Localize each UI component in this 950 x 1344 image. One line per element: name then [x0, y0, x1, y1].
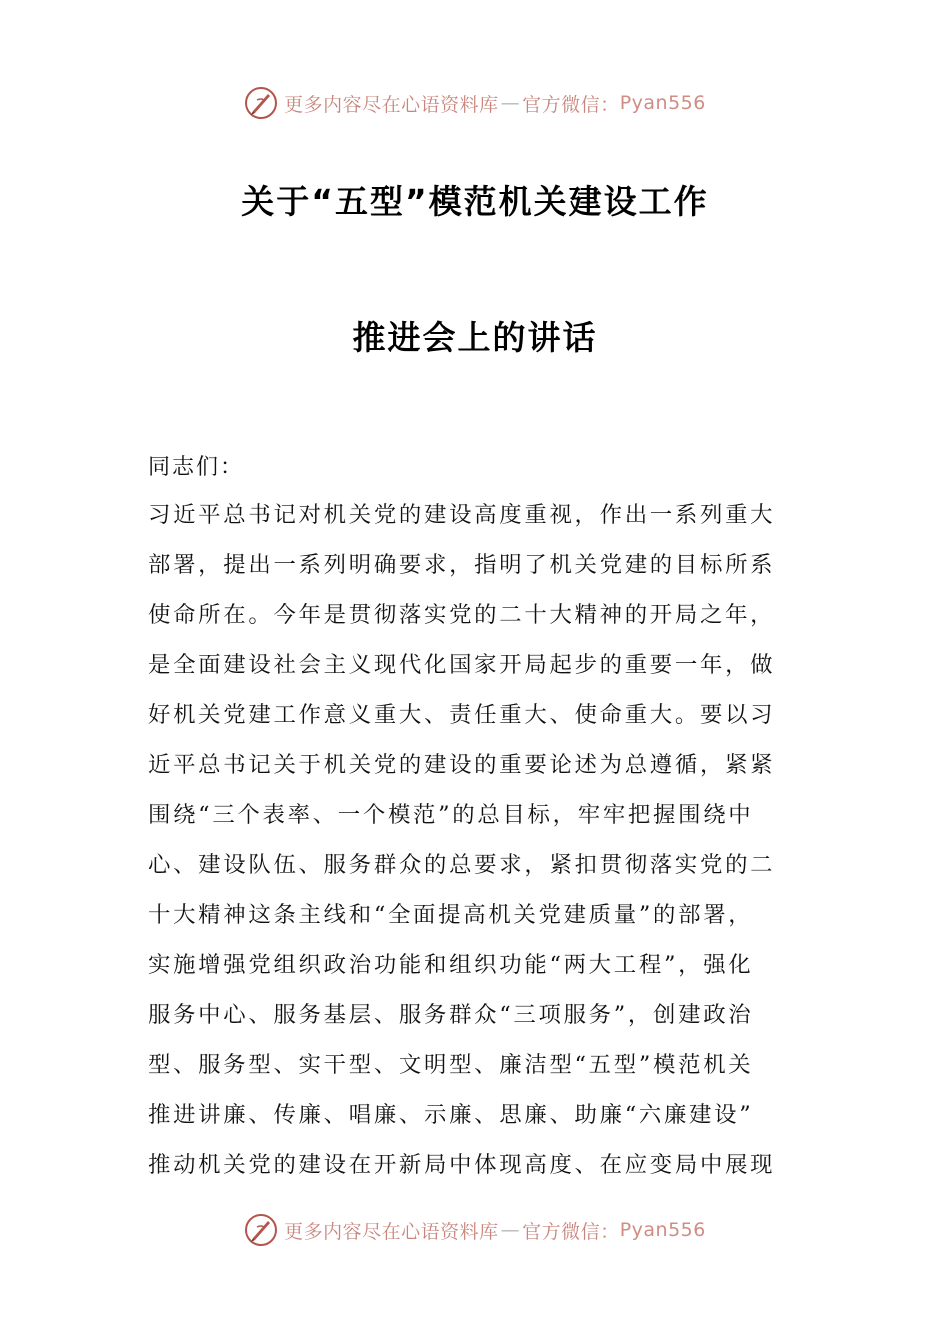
body-line: 型、服务型、实干型、文明型、廉洁型“五型”模范机关 — [148, 1052, 754, 1078]
watermark-handle: Pyan556 — [619, 1219, 706, 1241]
watermark-separator: — — [500, 1219, 521, 1241]
watermark-wechat-label: 官方微信： — [522, 93, 620, 116]
watermark-separator: — — [500, 92, 521, 114]
body-line: 习近平总书记对机关党的建设高度重视，作出一系列重大 — [148, 502, 776, 528]
body-line: 十大精神这条主线和“全面提高机关党建质量”的部署， — [148, 902, 754, 928]
salutation: 同志们： — [148, 455, 245, 480]
body-line: 推动机关党的建设在开新局中体现高度、在应变局中展现 — [148, 1152, 776, 1178]
body-line: 近平总书记关于机关党的建设的重要论述为总遵循，紧紧 — [148, 752, 776, 778]
watermark-handle: Pyan556 — [619, 92, 706, 114]
body-line: 心、建设队伍、服务群众的总要求，紧扣贯彻落实党的二 — [148, 852, 776, 878]
body-text — [148, 490, 808, 1190]
document-title-line-2: 推进会上的讲话 — [352, 318, 598, 357]
body-line: 推进讲廉、传廉、唱廉、示廉、思廉、助廉“六廉建设” — [148, 1102, 754, 1128]
body-line: 使命所在。今年是贯彻落实党的二十大精神的开局之年， — [148, 602, 776, 628]
watermark-wechat-label: 官方微信： — [522, 1220, 620, 1243]
body-line: 好机关党建工作意义重大、责任重大、使命重大。要以习 — [148, 702, 776, 728]
footer-watermark — [0, 1210, 950, 1250]
watermark-text: 更多内容尽在心语资料库 — [284, 93, 499, 116]
body-line: 围绕“三个表率、一个模范”的总目标，牢牢把握围绕中 — [148, 802, 754, 828]
document-title-line-1: 关于“五型”模范机关建设工作 — [241, 182, 709, 221]
quill-logo-icon — [244, 1213, 278, 1247]
body-line: 部署，提出一系列明确要求，指明了机关党建的目标所系 — [148, 552, 776, 578]
body-line: 服务中心、服务基层、服务群众“三项服务”，创建政治 — [148, 1002, 754, 1028]
quill-logo-icon — [244, 86, 278, 120]
body-line: 实施增强党组织政治功能和组织功能“两大工程”，强化 — [148, 952, 754, 978]
body-line: 是全面建设社会主义现代化国家开局起步的重要一年，做 — [148, 652, 776, 678]
watermark-text: 更多内容尽在心语资料库 — [284, 1220, 499, 1243]
header-watermark — [0, 83, 950, 123]
